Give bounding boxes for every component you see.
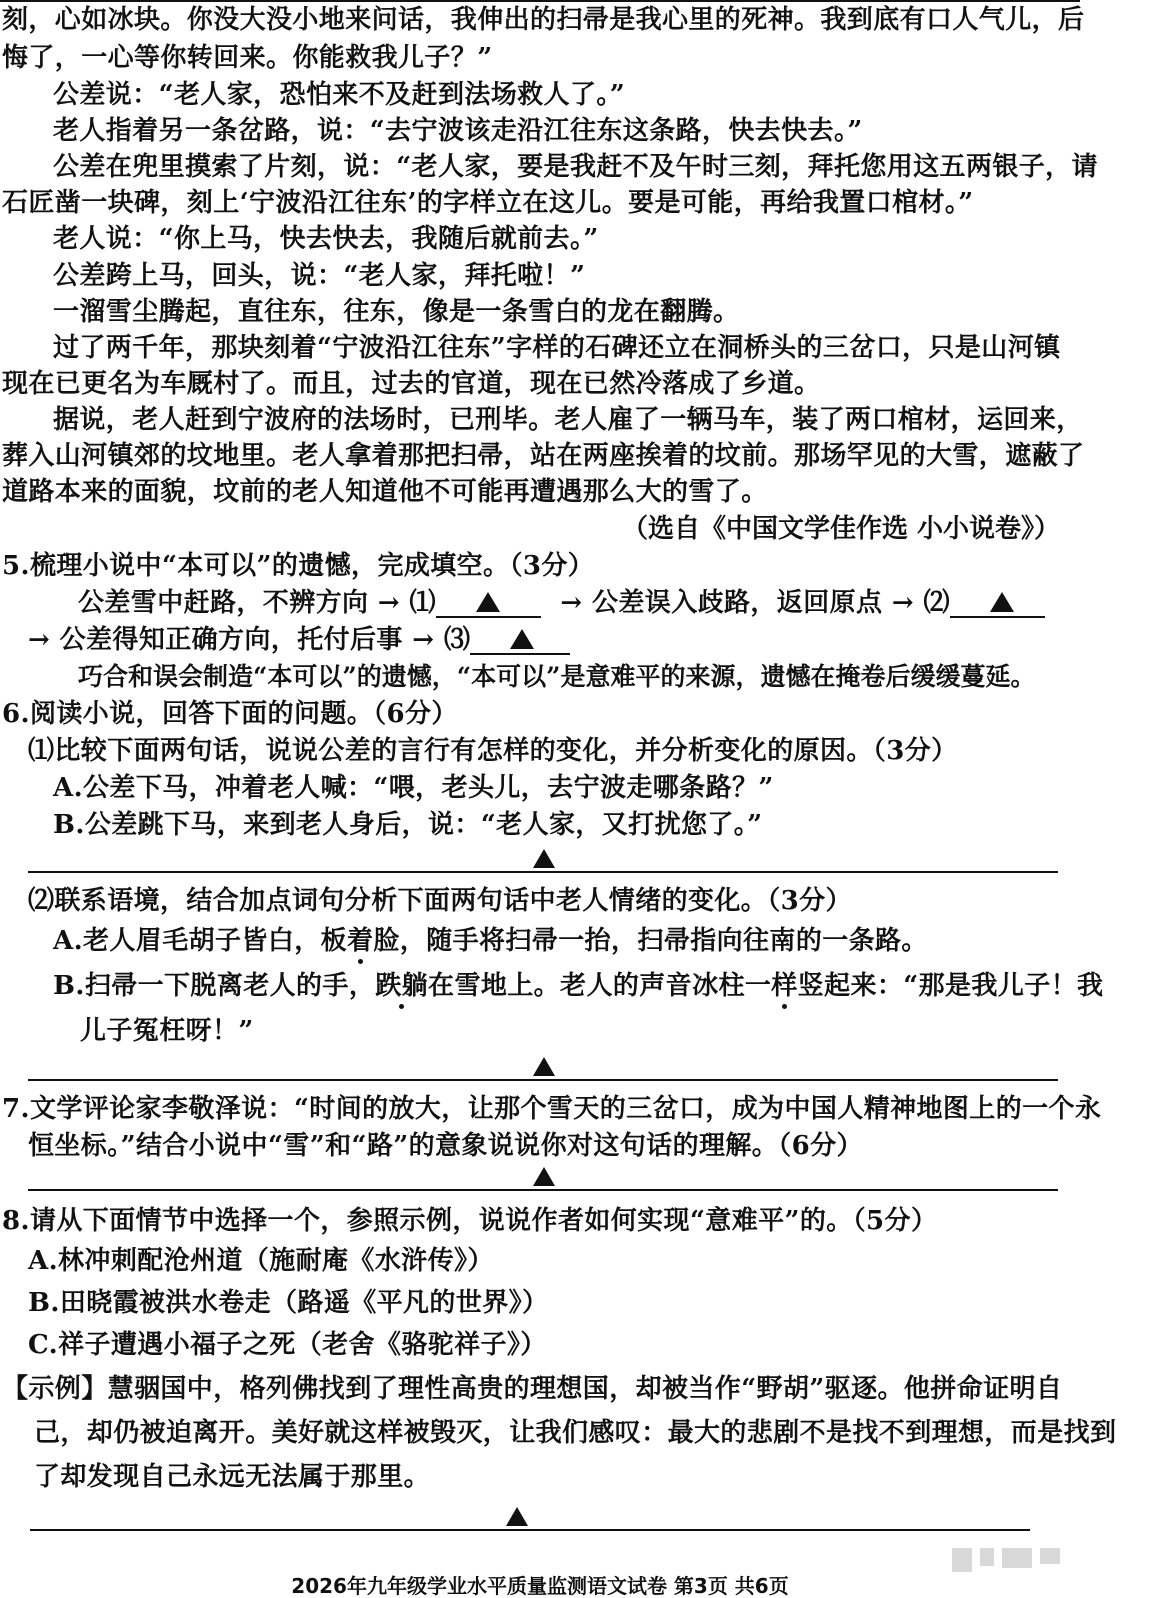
triangle-icon <box>506 1507 528 1526</box>
question-5-flow-line-2 <box>28 625 1108 655</box>
story-line: 一溜雪尘腾起，直往东，往东，像是一条雪白的龙在翻腾。 <box>53 297 740 327</box>
triangle-icon <box>476 592 500 612</box>
page-footer: 2026年九年级学业水平质量监测语文试卷 第3页 共6页 <box>291 1574 789 1598</box>
question-8-title: 8.请从下面情节中选择一个，参照示例，说说作者如何实现“意难平”的。（5分） <box>2 1206 938 1236</box>
story-line: 葬入山河镇郊的坟地里。老人拿着那把扫帚，站在两座挨着的坟前。那场罕见的大雪，遮蔽了 <box>2 441 1085 471</box>
text-span: ，随手将扫帚一抬，扫帚指向往南的一条路。 <box>399 926 928 956</box>
story-line: 公差跨上马，回头，说：“老人家，拜托啦！” <box>53 261 586 291</box>
question-6-sub-2: ⑵联系语境，结合加点词句分析下面两句话中老人情绪的变化。（3分） <box>28 886 852 916</box>
question-7-line-1: 7.文学评论家李敬泽说：“时间的放大，让那个雪天的三岔口，成为中国人精神地图上的一个永 <box>2 1094 1102 1124</box>
question-5-flow-line-1 <box>78 588 1158 618</box>
top-border <box>0 0 1080 2</box>
question-5-summary: 巧合和误会制造“本可以”的遗憾，“本可以”是意难平的来源，遗憾在掩卷后缓缓蔓延。 <box>78 662 1036 691</box>
blank-label: ⑶ <box>443 625 471 655</box>
story-line: 石匠凿一块碑，刻上‘宁波沿江往东’的字样立在这儿。要是可能，再给我置口棺材。” <box>2 188 974 218</box>
question-6-sub-2-option-b <box>53 971 1133 1001</box>
question-8-option-a: A.林冲刺配沧州道（施耐庵《水浒传》） <box>28 1246 494 1276</box>
answer-blank-2[interactable] <box>950 590 1045 618</box>
triangle-icon <box>533 1057 555 1076</box>
story-line: 公差说：“老人家，恐怕来不及赶到法场救人了。” <box>53 80 626 110</box>
question-6-title: 6.阅读小说，回答下面的问题。（6分） <box>2 699 458 729</box>
text-span: 在雪地上。老人的声音 <box>428 971 693 1001</box>
text-span: A.老人眉毛胡子皆白， <box>53 926 321 956</box>
story-line: 据说，老人赶到宁波府的法场时，已刑毕。老人雇了一辆马车，装了两口棺材，运回来， <box>53 405 1083 435</box>
story-line: 悔了，一心等你转回来。你能救我儿子？” <box>2 43 493 73</box>
story-line: 老人说：“你上马，快去快去，我随后就前去。” <box>53 224 599 254</box>
blank-label: ⑵ <box>923 588 950 618</box>
flow-step: 公差雪中赶路，不辨方向 → <box>78 588 401 618</box>
scan-artifact <box>952 1548 1060 1572</box>
question-8-option-b: B.田晓霞被洪水卷走（路遥《平凡的世界》） <box>28 1288 549 1318</box>
triangle-icon <box>533 849 555 868</box>
flow-step: → 公差得知正确方向，托付后事 → <box>28 625 435 655</box>
question-5-title: 5.梳理小说中“本可以”的遗憾，完成填空。（3分） <box>2 551 595 581</box>
answer-blank-3[interactable] <box>470 627 570 655</box>
question-6-sub-1: ⑴比较下面两句话，说说公差的言行有怎样的变化，并分析变化的原因。（3分） <box>28 736 958 766</box>
example-line: 己，却仍被迫离开。美好就这样被毁灭，让我们感叹：最大的悲剧不是找不到理想，而是找到 <box>34 1418 1117 1448</box>
question-8-option-c: C.祥子遭遇小福子之死（老舍《骆驼祥子》） <box>28 1330 547 1360</box>
story-line: 道路本来的面貌，坟前的老人知道他不可能再遭遇那么大的雪了。 <box>2 477 768 507</box>
flow-step: → 公差误入歧路，返回原点 → <box>560 588 915 618</box>
story-line: 过了两千年，那块刻着“宁波沿江往东”字样的石碑还立在洞桥头的三岔口，只是山河镇 <box>53 333 1061 363</box>
question-6-sub-2-option-a <box>53 926 1133 956</box>
answer-blank-1[interactable] <box>436 590 541 618</box>
story-source: （选自《中国文学佳作选 小小说卷》） <box>621 514 1060 544</box>
story-line: 现在已更名为车厩村了。而且，过去的官道，现在已然冷落成了乡道。 <box>2 369 821 399</box>
question-6-sub-2-option-b-cont: 儿子冤枉呀！” <box>80 1016 254 1046</box>
story-line: 老人指着另一条岔路，说：“去宁波该走沿江往东这条路，快去快去。” <box>53 116 863 146</box>
question-7-line-2: 恒坐标。”结合小说中“雪”和“路”的意象说说你对这句话的理解。（6分） <box>28 1131 863 1161</box>
dotted-phrase: 板着脸 <box>320 926 400 956</box>
triangle-icon <box>533 1167 555 1186</box>
story-line: 刻，心如冰块。你没大没小地来问话，我伸出的扫帚是我心里的死神。我到底有口人气儿，后 <box>2 5 1085 35</box>
answer-line-7[interactable] <box>28 1189 1058 1191</box>
example-line: 了却发现自己永远无法属于那里。 <box>34 1462 431 1492</box>
dotted-phrase: 跌躺 <box>375 971 429 1001</box>
answer-line-6-1[interactable] <box>28 871 1058 873</box>
question-6-sub-1-option-a: A.公差下马，冲着老人喊：“喂，老头儿，去宁波走哪条路？” <box>53 773 774 803</box>
question-6-sub-1-option-b: B.公差跳下马，来到老人身后，说：“老人家，又打扰您了。” <box>53 810 763 840</box>
answer-line-6-2[interactable] <box>28 1079 1058 1081</box>
example-line: 【示例】慧骃国中，格列佛找到了理性高贵的理想国，却被当作“野胡”驱逐。他拼命证明自 <box>2 1374 1063 1404</box>
blank-label: ⑴ <box>409 588 436 618</box>
answer-line-8[interactable] <box>30 1529 1030 1531</box>
dotted-phrase: 冰柱一样竖起来 <box>692 971 877 1001</box>
story-line: 公差在兜里摸索了片刻，说：“老人家，要是我赶不及午时三刻，拜托您用这五两银子，请 <box>53 152 1098 182</box>
text-span: B.扫帚一下脱离老人的手， <box>53 971 376 1001</box>
triangle-icon <box>990 592 1014 612</box>
text-span: ：“那是我儿子！我 <box>876 971 1104 1001</box>
triangle-icon <box>510 629 534 649</box>
